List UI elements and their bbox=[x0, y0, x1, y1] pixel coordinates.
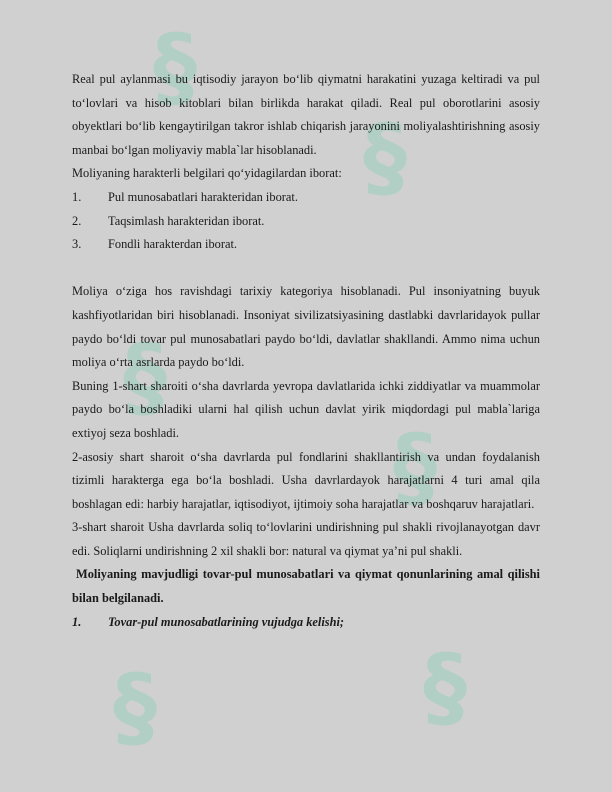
watermark-logo bbox=[80, 660, 190, 770]
paragraph-shart-2: 2-asosiy shart sharoit o‘sha davrlarda pul fondlarini shakllantirish va undan foydalanish tizimli harakterga ega bo‘la boshladi. Usha davrlardayok harajatlarni 4 turi amal qila boshlagan edi: harbiy harajatlar, iqtisodiyot, ijtimoiy soha harajatlar va boshqaruv harajatlari. bbox=[72, 449, 540, 511]
spacer bbox=[72, 257, 540, 281]
svg-text:§: § bbox=[123, 330, 167, 428]
svg-text:§: § bbox=[393, 420, 437, 518]
paragraph-moliya-tarix: Moliya o‘ziga hos ravishdagi tarixiy kategoriya hisoblanadi. Pul insoniyatning buyuk kashfiyotlaridan biri hisoblanadi. Insoniyat sivilizatsiyasining dastlabki davrlaridayok pullar paydo bo‘ldi tovar pul munosabatlari paydo bo‘ldi, davlatlar shakllandi. Ammo nima uchun moliya o‘rta asrlarda paydo bo‘ldi. bbox=[72, 284, 540, 370]
paragraph-real-pul: Real pul aylanmasi bu iqtisodiy jarayon bo‘lib qiymatni harakatini yuzaga keltiradi va pul to‘lovlari va hisob kitoblari bilan birlikda harakat qiladi. Real pul oborotlarini asosiy obyektlari bo‘lib kengaytirilgan takror ishlab chiqarish jarayonini moliyalashtirishning asosiy manbai bo‘lgan moliyaviy mabla`lar hisoblanadi. bbox=[72, 72, 540, 157]
svg-text:§: § bbox=[153, 20, 197, 118]
watermark-logo bbox=[390, 640, 500, 750]
paragraph-shart-1: Buning 1-shart sharoiti o‘sha davrlarda yevropa davlatlarida ichki ziddiyatlar va muammolar paydo bo‘la boshladiki ularni hal qilish uchun davlat yirik miqdordagi pul mabla`lariga extiyoj seza boshladi. bbox=[72, 378, 540, 440]
svg-text:§: § bbox=[363, 110, 407, 208]
list-item: 2. Taqsimlash harakteridan iborat. bbox=[72, 213, 265, 228]
list-tovar-pul bbox=[72, 611, 540, 635]
paragraph-shart-3: 3-shart sharoit Usha davrlarda soliq to‘lovlarini undirishning pul shakli rivojlanayotgan davr edi. Soliqlarni undirishning 2 xil shakli bor: natural va qiymat ya’ni pul shakli. bbox=[72, 520, 540, 558]
heading-moliya-mavjudligi: Moliyaning mavjudligi tovar-pul munosabatlari va qiymat qonunlarining amal qilishi bilan belgilanadi. bbox=[72, 567, 540, 606]
paragraph-belgilari-intro: Moliyaning harakterli belgilari qo‘yidagilardan iborat: bbox=[72, 166, 342, 181]
svg-text:§: § bbox=[113, 660, 157, 758]
document-page bbox=[72, 68, 540, 634]
list-item: 1. Tovar-pul munosabatlarining vujudga kelishi; bbox=[72, 614, 345, 629]
svg-text:§: § bbox=[423, 640, 467, 738]
list-item: 3. Fondli harakterdan iborat. bbox=[72, 237, 238, 252]
list-belgilari bbox=[72, 186, 540, 257]
list-item: 1. Pul munosabatlari harakteridan iborat. bbox=[72, 189, 298, 204]
